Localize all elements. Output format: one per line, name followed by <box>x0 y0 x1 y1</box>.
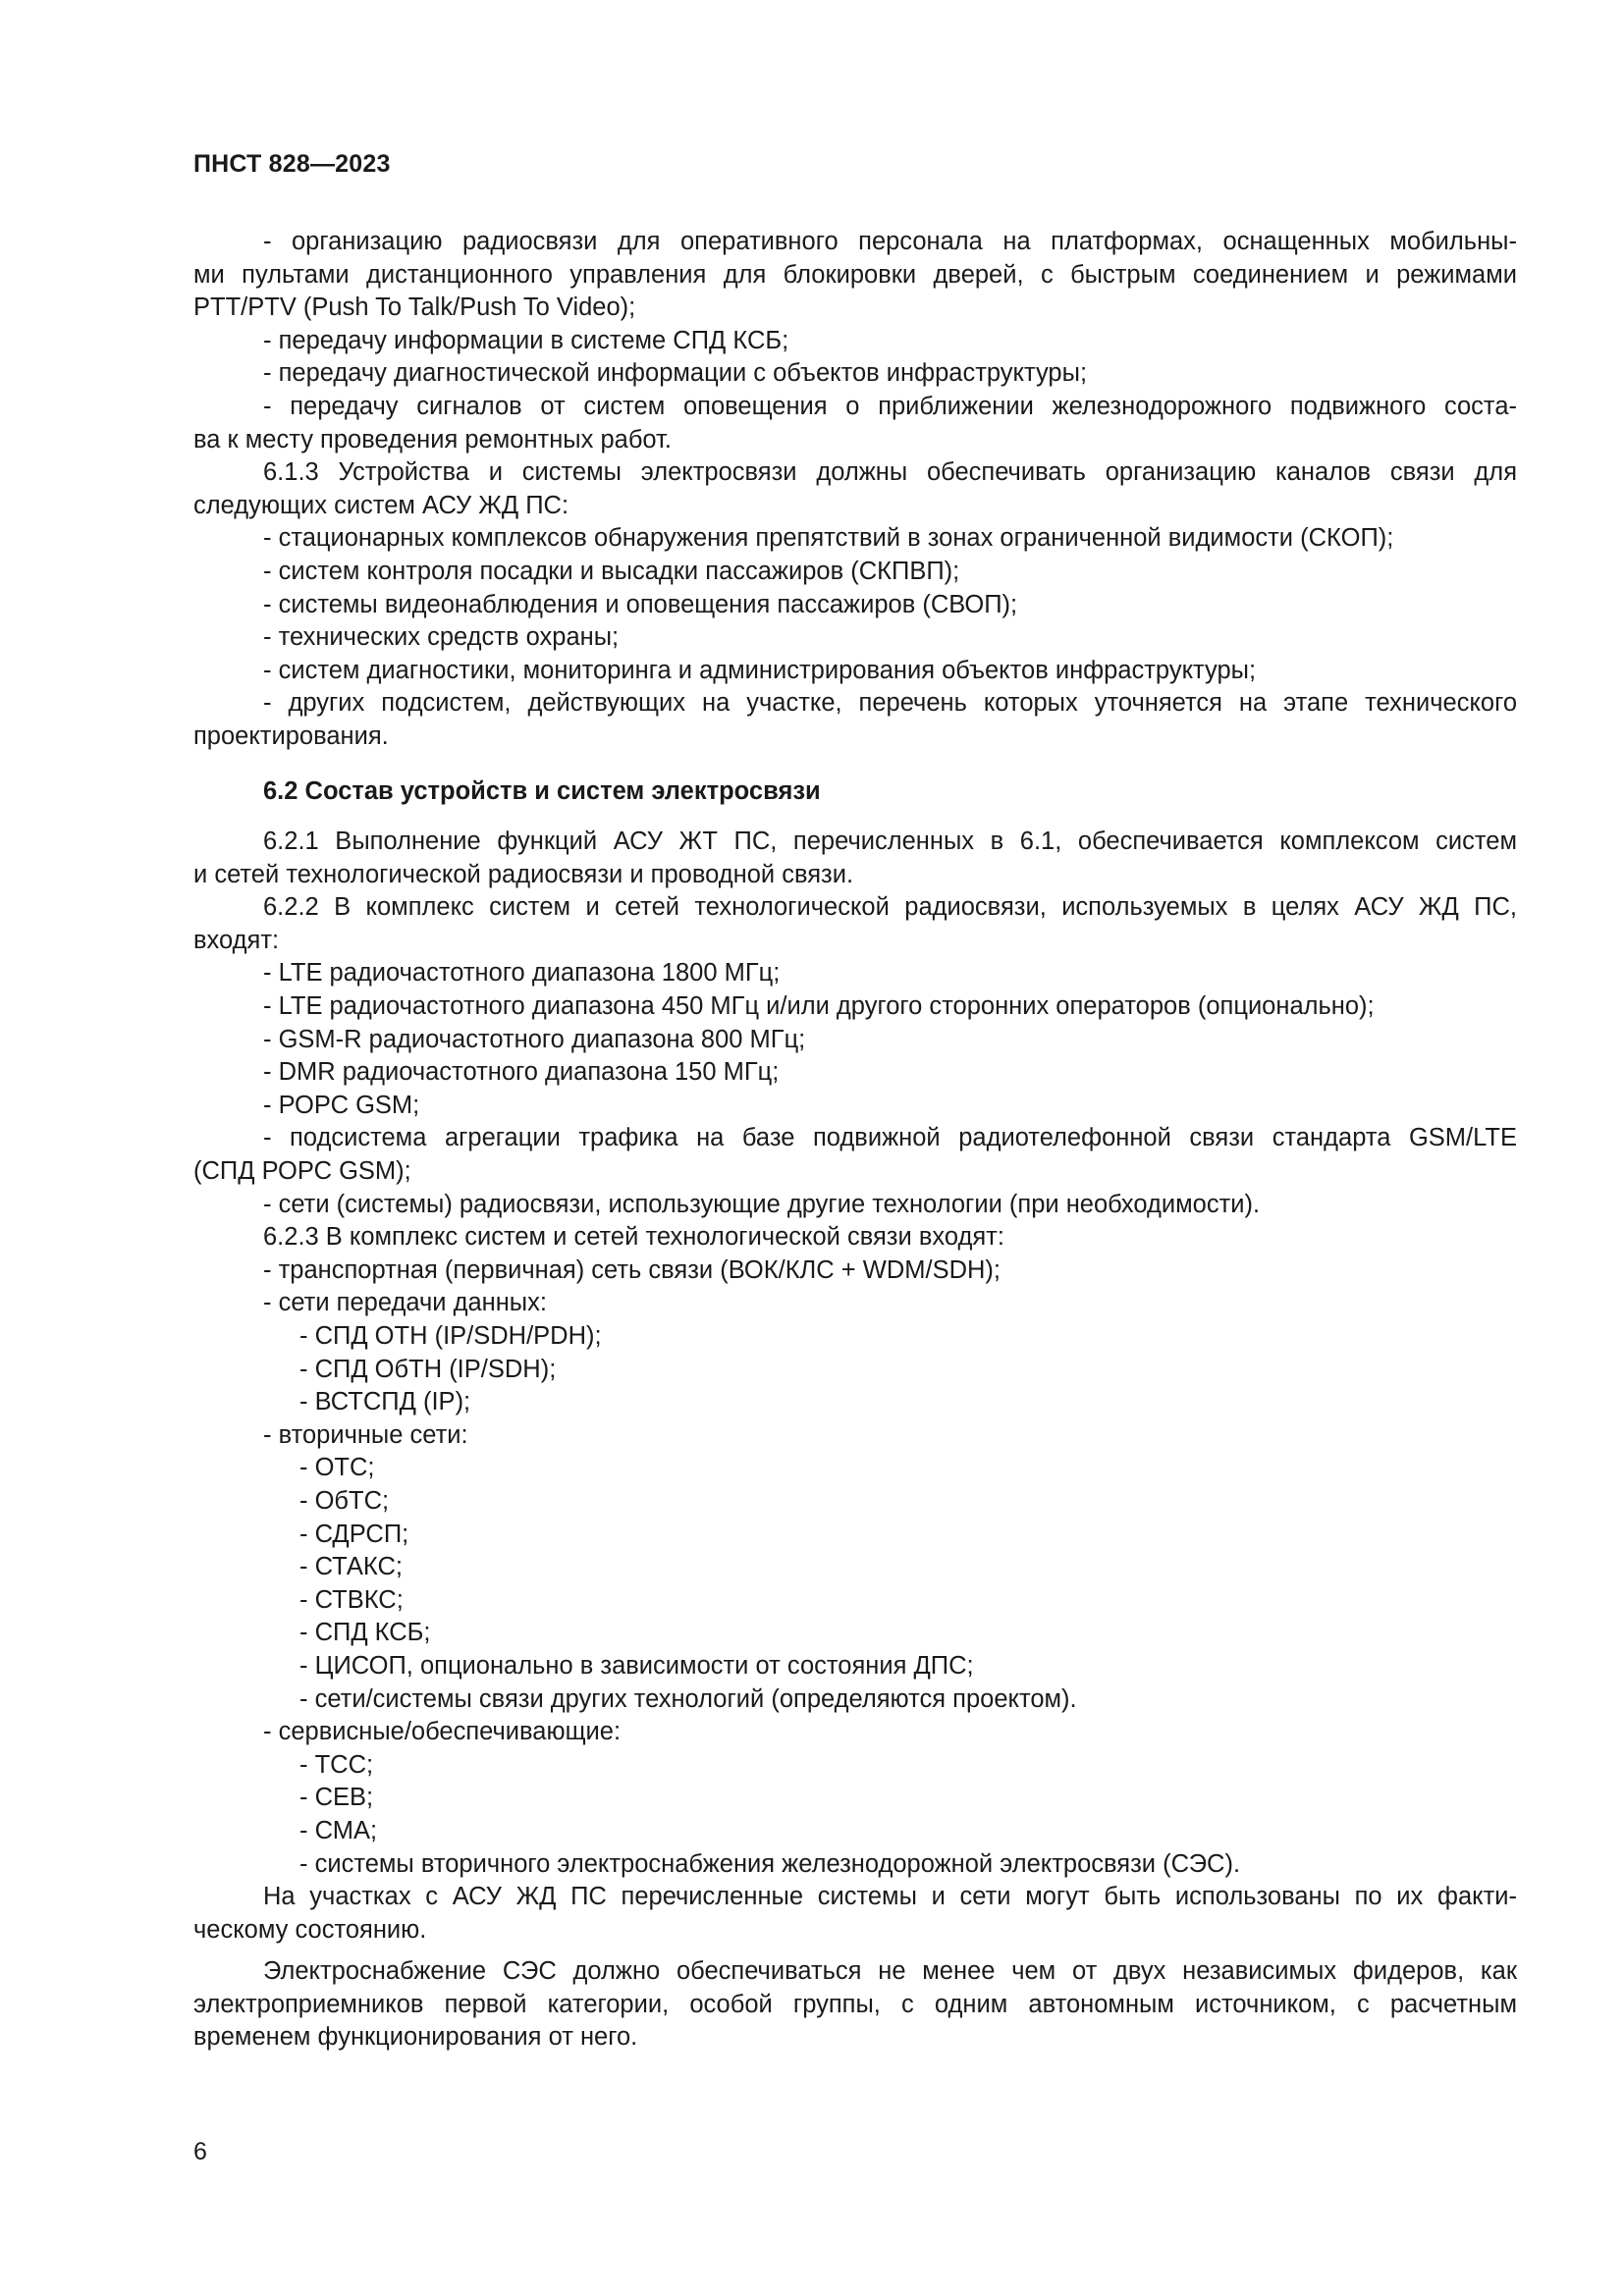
list-item: - систем контроля посадки и высадки пассажиров (СКПВП); <box>263 557 960 585</box>
list-item: - передачу сигналов от систем оповещения о приближении железнодорожного подвижного соста- <box>263 392 1517 420</box>
sub-list-item: - ОбТС; <box>299 1486 390 1515</box>
sub-list-item: - СТВКС; <box>299 1585 404 1614</box>
list-item: - передачу диагностической информации с объектов инфраструктуры; <box>263 359 1088 388</box>
list-item: - GSM-R радиочастотного диапазона 800 МГц; <box>263 1025 806 1053</box>
sub-list-item: - СТАКС; <box>299 1553 403 1581</box>
text-line: ческому состоянию. <box>193 1915 427 1944</box>
list-item: - других подсистем, действующих на участке, перечень которых уточняется на этапе технического <box>263 689 1517 718</box>
list-item: - сети (системы) радиосвязи, использующие другие технологии (при необходимости). <box>263 1190 1261 1218</box>
page-number: 6 <box>193 2138 207 2165</box>
sub-list-item: - ВСТСПД (IP); <box>299 1388 471 1416</box>
sub-list-item: - СПД ОбТН (IP/SDH); <box>299 1355 557 1383</box>
sub-list-item: - СПД ОТН (IP/SDH/PDH); <box>299 1322 602 1350</box>
text-line: проектирования. <box>193 721 389 750</box>
text-line: входят: <box>193 926 280 954</box>
clause-6-1-3: 6.1.3 Устройства и системы электросвязи должны обеспечивать организацию каналов связи для <box>263 458 1517 487</box>
list-item: - стационарных комплексов обнаружения препятствий в зонах ограниченной видимости (СКОП); <box>263 524 1394 553</box>
text-line: и сетей технологической радиосвязи и проводной связи. <box>193 860 854 888</box>
text-line: ва к месту проведения ремонтных работ. <box>193 425 672 454</box>
document-body <box>193 226 1517 2055</box>
list-item: - DMR радиочастотного диапазона 150 МГц; <box>263 1058 780 1087</box>
text-line: - организацию радиосвязи для оперативного персонала на платформах, оснащенных мобильны- <box>263 228 1517 255</box>
paragraph: Электроснабжение СЭС должно обеспечиваться не менее чем от двух независимых фидеров, как <box>263 1957 1517 1986</box>
section-heading-6-2: 6.2 Состав устройств и систем электросвязи <box>263 776 821 805</box>
paragraph: На участках с АСУ ЖД ПС перечисленные системы и сети могут быть использованы по их факти- <box>263 1883 1517 1911</box>
clause-6-2-1: 6.2.1 Выполнение функций АСУ ЖТ ПС, перечисленных в 6.1, обеспечивается комплексом систем <box>263 828 1517 856</box>
list-item: - системы видеонаблюдения и оповещения пассажиров (СВОП); <box>263 590 1018 618</box>
sub-list-item: - СДРСП; <box>299 1520 409 1548</box>
sub-list-item: - СМА; <box>299 1816 378 1844</box>
sub-list-item: - сети/системы связи других технологий (определяются проектом). <box>299 1684 1077 1713</box>
sub-list-item: - ТСС; <box>299 1750 374 1779</box>
text-line: следующих систем АСУ ЖД ПС: <box>193 491 569 519</box>
list-item: - сервисные/обеспечивающие: <box>263 1718 622 1746</box>
text-line: PTT/PTV (Push To Talk/Push To Video); <box>193 294 636 322</box>
text-line: электроприемников первой категории, особой группы, с одним автономным источником, с расчетным <box>193 1990 1517 2018</box>
document-header: ПНСТ 828—2023 <box>193 150 391 178</box>
list-item: - транспортная (первичная) сеть связи (ВОК/КЛС + WDM/SDH); <box>263 1255 1001 1284</box>
list-item: - LTE радиочастотного диапазона 450 МГц и/или другого сторонних операторов (опционально); <box>263 992 1375 1021</box>
list-item: - технических средств охраны; <box>263 623 620 652</box>
sub-list-item: - ЦИСОП, опционально в зависимости от состояния ДПС; <box>299 1651 974 1680</box>
text-line: ми пультами дистанционного управления для блокировки дверей, с быстрым соединением и режимами <box>193 260 1517 289</box>
list-item: - LTE радиочастотного диапазона 1800 МГц; <box>263 959 781 988</box>
list-item: - сети передачи данных: <box>263 1289 547 1317</box>
sub-list-item: - СЕВ; <box>299 1784 374 1812</box>
text-line: временем функционирования от него. <box>193 2023 638 2052</box>
sub-list-item: - СПД КСБ; <box>299 1619 431 1647</box>
list-item: - систем диагностики, мониторинга и администрирования объектов инфраструктуры; <box>263 656 1257 684</box>
clause-6-2-2: 6.2.2 В комплекс систем и сетей технологической радиосвязи, используемых в целях АСУ ЖД ПС, <box>263 893 1517 922</box>
list-item: - подсистема агрегации трафика на базе подвижной радиотелефонной связи стандарта GSM/LTE <box>263 1124 1517 1152</box>
clause-6-2-3: 6.2.3 В комплекс систем и сетей технологической связи входят: <box>263 1223 1004 1252</box>
text-line: (СПД РОРС GSM); <box>193 1157 411 1186</box>
list-item: - вторичные сети: <box>263 1420 468 1449</box>
list-item: - РОРС GSM; <box>263 1091 420 1119</box>
sub-list-item: - ОТС; <box>299 1454 375 1482</box>
sub-list-item: - системы вторичного электроснабжения железнодорожной электросвязи (СЭС). <box>299 1849 1241 1878</box>
list-item: - передачу информации в системе СПД КСБ; <box>263 326 789 354</box>
